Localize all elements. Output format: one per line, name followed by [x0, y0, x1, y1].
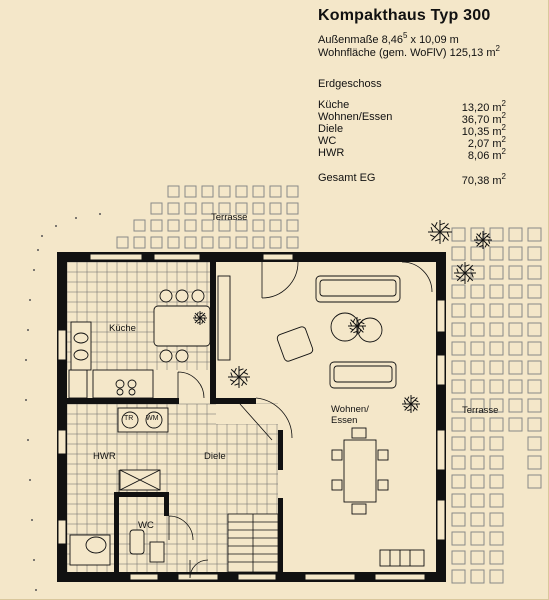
paving-stone — [236, 237, 247, 248]
paving-stone — [134, 237, 145, 248]
outer-dimensions-prefix: Außenmaße 8,46 — [318, 34, 403, 46]
paving-stone — [202, 186, 213, 197]
paving-stone — [168, 220, 179, 231]
tree-symbol — [454, 262, 476, 284]
room-area-sup: 2 — [501, 135, 506, 144]
paving-stone — [452, 304, 465, 317]
label-hwr: HWR — [93, 451, 116, 462]
paving-stone — [528, 361, 541, 374]
paving-stone — [471, 342, 484, 355]
paving-stone — [253, 186, 264, 197]
paving-stone — [471, 551, 484, 564]
paving-stone — [471, 513, 484, 526]
label-wohnen-1: Wohnen/ — [331, 404, 369, 415]
paving-stone — [452, 418, 465, 431]
paving-stone — [452, 285, 465, 298]
paving-stone — [452, 323, 465, 336]
living-area-text: Wohnfläche (gem. WoFlV) 125,13 m — [318, 47, 496, 59]
room-name: Wohnen/Essen — [318, 111, 393, 123]
room-name: Diele — [318, 123, 344, 135]
room-area — [468, 147, 506, 162]
paving-stone — [528, 475, 541, 488]
paving-stone — [471, 304, 484, 317]
paving-stone — [528, 304, 541, 317]
paving-stone — [185, 186, 196, 197]
paving-stone — [490, 323, 503, 336]
room-area-value: 2,07 m — [467, 138, 502, 150]
total-area-value: 70,38 m — [461, 175, 502, 187]
paving-stone — [490, 266, 503, 279]
paving-stone — [490, 513, 503, 526]
paving-stone — [509, 399, 522, 412]
tree-symbol — [193, 311, 207, 325]
paving-stone — [471, 361, 484, 374]
paving-stone — [490, 247, 503, 260]
label-tr: TR — [124, 415, 134, 422]
paving-stone — [253, 220, 264, 231]
paving-stone — [528, 399, 541, 412]
paving-stone — [253, 203, 264, 214]
outer-dimensions-sup: 5 — [403, 31, 408, 40]
paving-stone — [151, 220, 162, 231]
paving-stone — [490, 342, 503, 355]
paving-stone — [528, 380, 541, 393]
floor-name: Erdgeschoss — [318, 78, 382, 90]
paving-stone — [509, 380, 522, 393]
tree-symbol — [428, 220, 452, 244]
paving-stone — [270, 237, 281, 248]
paving-stone — [287, 186, 298, 197]
room-name: WC — [318, 135, 337, 147]
paving-stone — [287, 220, 298, 231]
paving-stone — [509, 247, 522, 260]
paving-stone — [452, 228, 465, 241]
tree-symbol — [228, 366, 250, 388]
paving-stone — [528, 418, 541, 431]
paving-stone — [509, 228, 522, 241]
room-row-total — [318, 172, 506, 185]
paving-stone — [528, 228, 541, 241]
paving-stone — [490, 437, 503, 450]
label-wm: WM — [146, 415, 159, 422]
paving-stone — [528, 456, 541, 469]
plan-title: Kompakthaus Typ 300 — [318, 7, 491, 24]
total-area — [462, 172, 506, 187]
paving-stone — [528, 266, 541, 279]
paving-stone — [151, 237, 162, 248]
paving-stone — [134, 220, 145, 231]
paving-stone — [185, 237, 196, 248]
paving-stone — [509, 323, 522, 336]
paving-stone — [471, 494, 484, 507]
paving-stone — [471, 418, 484, 431]
paving-stone — [452, 513, 465, 526]
paving-stone — [528, 437, 541, 450]
paving-stone — [471, 380, 484, 393]
paving-stone — [452, 475, 465, 488]
paving-stone — [509, 361, 522, 374]
paving-stone — [490, 228, 503, 241]
paving-stone — [509, 304, 522, 317]
paving-stone — [528, 323, 541, 336]
paving-stone — [528, 285, 541, 298]
tree-symbol — [474, 231, 492, 249]
paving-stone — [490, 532, 503, 545]
paving-stone — [168, 186, 179, 197]
paving-stone — [471, 247, 484, 260]
paving-stone — [490, 475, 503, 488]
paving-stone — [452, 247, 465, 260]
paving-stone — [471, 323, 484, 336]
paving-stone — [452, 456, 465, 469]
paving-stone — [509, 418, 522, 431]
paving-stone — [490, 570, 503, 583]
paving-stone — [509, 285, 522, 298]
room-area-sup: 2 — [501, 99, 506, 108]
paving-stone — [528, 247, 541, 260]
paving-stone — [490, 380, 503, 393]
paving-stone — [490, 361, 503, 374]
label-kueche: Küche — [109, 323, 136, 334]
room-area-value: 36,70 m — [461, 114, 502, 126]
paving-stone — [471, 437, 484, 450]
paving-stone — [185, 203, 196, 214]
paving-stone — [117, 237, 128, 248]
paving-stone — [219, 186, 230, 197]
paving-stone — [452, 532, 465, 545]
paving-stone — [270, 186, 281, 197]
paving-stone — [270, 220, 281, 231]
paving-stone — [452, 570, 465, 583]
living-area — [318, 44, 500, 59]
tree-symbol — [402, 395, 420, 413]
room-area-value: 10,35 m — [461, 126, 502, 138]
label-terrasse-top: Terrasse — [211, 212, 248, 223]
paving-stone — [287, 237, 298, 248]
room-area-sup: 2 — [501, 147, 506, 156]
paving-stone — [509, 342, 522, 355]
room-name: Küche — [318, 99, 350, 111]
label-diele: Diele — [204, 451, 226, 462]
paving-stone — [151, 203, 162, 214]
paving-stone — [452, 380, 465, 393]
total-area-sup: 2 — [501, 172, 506, 181]
paving-stone — [490, 285, 503, 298]
paving-stone — [471, 456, 484, 469]
paving-stone — [452, 551, 465, 564]
paving-stone — [185, 220, 196, 231]
room-area-value: 8,06 m — [467, 150, 502, 162]
paving-stone — [452, 342, 465, 355]
total-name: Gesamt EG — [318, 172, 376, 184]
paving-stone — [452, 361, 465, 374]
paving-stone — [452, 494, 465, 507]
paving-stone — [471, 285, 484, 298]
kitchen-furniture — [69, 276, 230, 398]
room-row-hwr — [318, 147, 506, 160]
paving-stone — [490, 494, 503, 507]
staircase — [228, 514, 278, 572]
tree-symbol — [348, 317, 366, 335]
room-name: HWR — [318, 147, 345, 159]
paving-stone — [452, 437, 465, 450]
paving-stone — [509, 266, 522, 279]
paving-stone — [471, 475, 484, 488]
label-wc: WC — [138, 520, 154, 531]
paving-stone — [236, 186, 247, 197]
paving-stone — [168, 237, 179, 248]
paving-stone — [490, 456, 503, 469]
paving-stone — [219, 237, 230, 248]
label-terrasse-right: Terrasse — [462, 405, 499, 416]
paving-stone — [253, 237, 264, 248]
paving-stone — [490, 418, 503, 431]
hall-gap — [216, 404, 278, 424]
paving-stone — [270, 203, 281, 214]
paving-stone — [287, 203, 298, 214]
living-area-sup: 2 — [495, 44, 500, 53]
room-area-sup: 2 — [501, 111, 506, 120]
room-area-sup: 2 — [501, 123, 506, 132]
paving-stone — [528, 342, 541, 355]
paving-stone — [471, 532, 484, 545]
paving-stone — [202, 237, 213, 248]
paving-stone — [490, 304, 503, 317]
outer-dimensions-suffix: x 10,09 m — [407, 34, 459, 46]
paving-stone — [490, 551, 503, 564]
paving-stone — [471, 570, 484, 583]
room-area-value: 13,20 m — [461, 102, 502, 114]
paving-stone — [168, 203, 179, 214]
label-wohnen-2: Essen — [331, 415, 358, 426]
